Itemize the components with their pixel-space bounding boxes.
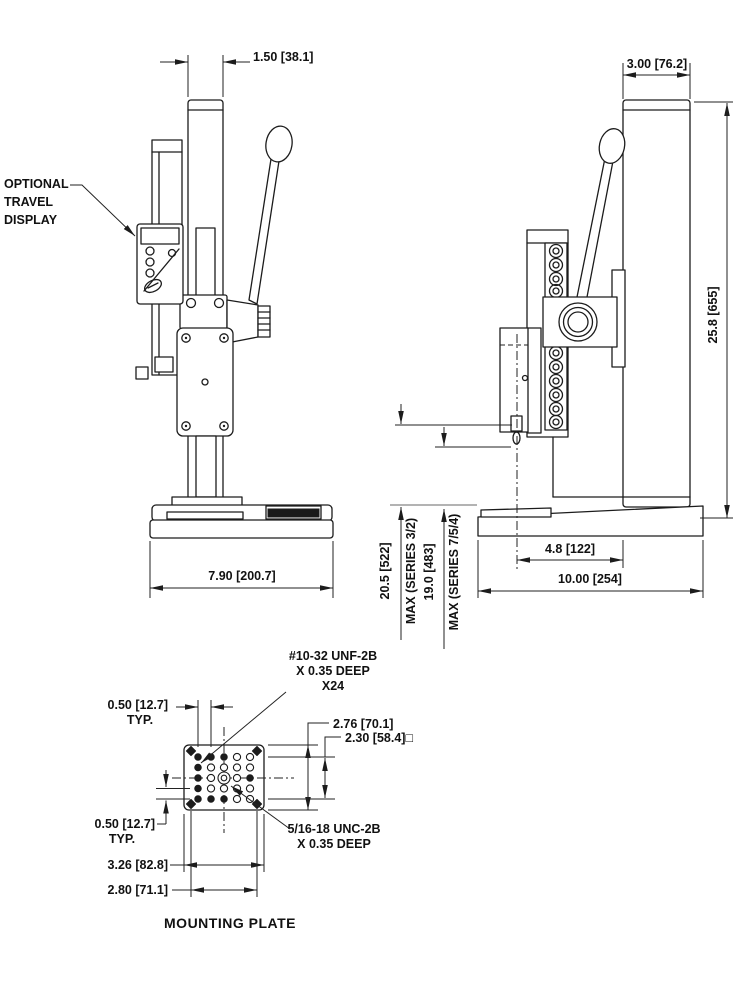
plate-hole [233,753,240,760]
front-base-slab [150,520,333,538]
note-5-16-line2: X 0.35 DEEP [297,837,371,851]
side-base-step [481,508,551,517]
front-view [136,100,333,538]
dim-plate-height: 2.76 [70.1] [333,717,394,731]
dim-travel-series754-note: MAX (SERIES 7/5/4) [447,513,461,631]
side-column [623,100,690,507]
callout-line-3: DISPLAY [4,213,58,227]
dim-hole-span-vertical: 2.30 [58.4]□ [345,731,414,745]
plate-hole [208,796,214,802]
mounting-plate-view [172,727,294,833]
dim-travel-series32-note: MAX (SERIES 3/2) [404,517,418,625]
callout-line-2: TRAVEL [4,195,54,209]
side-lever [574,158,613,318]
front-carriage-screw [187,299,196,308]
plate-hole [221,754,227,760]
plate-hole [247,775,253,781]
side-bracket-plate [527,328,541,433]
front-lever [249,159,279,304]
dim-hole-span-horizontal: 2.80 [71.1] [107,883,168,897]
plate-hole [207,774,214,781]
dim-throat-depth: 4.8 [122] [544,542,596,556]
dim-travel-series32: 20.5 [522] [378,542,392,600]
plate-hole [195,764,201,770]
note-10-32-line1: #10-32 UNF-2B [288,649,378,663]
note-10-32-line2: X 0.35 DEEP [296,664,370,678]
travel-display-callout [4,177,135,236]
front-base-plate [167,512,243,519]
front-lower-column [196,436,216,497]
dim-base-depth: 10.00 [254] [558,572,622,586]
dim-base-width: 7.90 [200.7] [208,569,276,583]
plate-hole [246,785,253,792]
plate-hole [233,764,240,771]
plate-hole [195,775,201,781]
dim-hole-pitch-left-typ: TYP. [108,832,136,846]
front-clamp [155,357,173,372]
plate-hole [221,775,227,781]
note-10-32-line3: X24 [321,679,345,693]
plate-hole [233,774,240,781]
dim-hole-pitch-left: 0.50 [12.7] [94,817,155,831]
plate-hole [246,764,253,771]
callout-line-1: OPTIONAL [4,177,69,191]
plate-hole [207,785,214,792]
dim-column-width: 1.50 [38.1] [253,50,314,64]
plate-hole [195,754,201,760]
plate-hole [195,796,201,802]
front-nameplate-label [268,509,319,517]
note-5-16-line1: 5/16-18 UNC-2B [287,822,381,836]
front-carriage-screw [215,299,224,308]
callout-leader [70,185,135,236]
plate-hole [195,785,201,791]
dim-column-depth: 3.00 [76.2] [626,57,688,71]
plate-hole [233,795,240,802]
plate-hole [221,796,227,802]
plate-hole [220,764,227,771]
side-hub-outer [559,303,597,341]
plate-hole [246,753,253,760]
front-clamp-knob [136,367,148,379]
plate-hole [207,764,214,771]
dim-plate-width: 3.26 [82.8] [107,858,168,872]
front-knurled-knob [258,306,270,337]
mounting-plate-title: MOUNTING PLATE [164,915,296,931]
dim-overall-height: 25.8 [655] [706,286,720,344]
dim-travel-series754: 19.0 [483] [422,543,436,601]
side-view [478,100,703,570]
front-slide [196,228,215,298]
travel-display [137,224,183,304]
dim-hole-pitch-top-typ: TYP. [126,713,154,727]
dim-hole-pitch-top: 0.50 [12.7] [107,698,168,712]
plate-hole [220,785,227,792]
front-carriage-plate [177,328,233,436]
front-lever-knob [263,124,294,164]
